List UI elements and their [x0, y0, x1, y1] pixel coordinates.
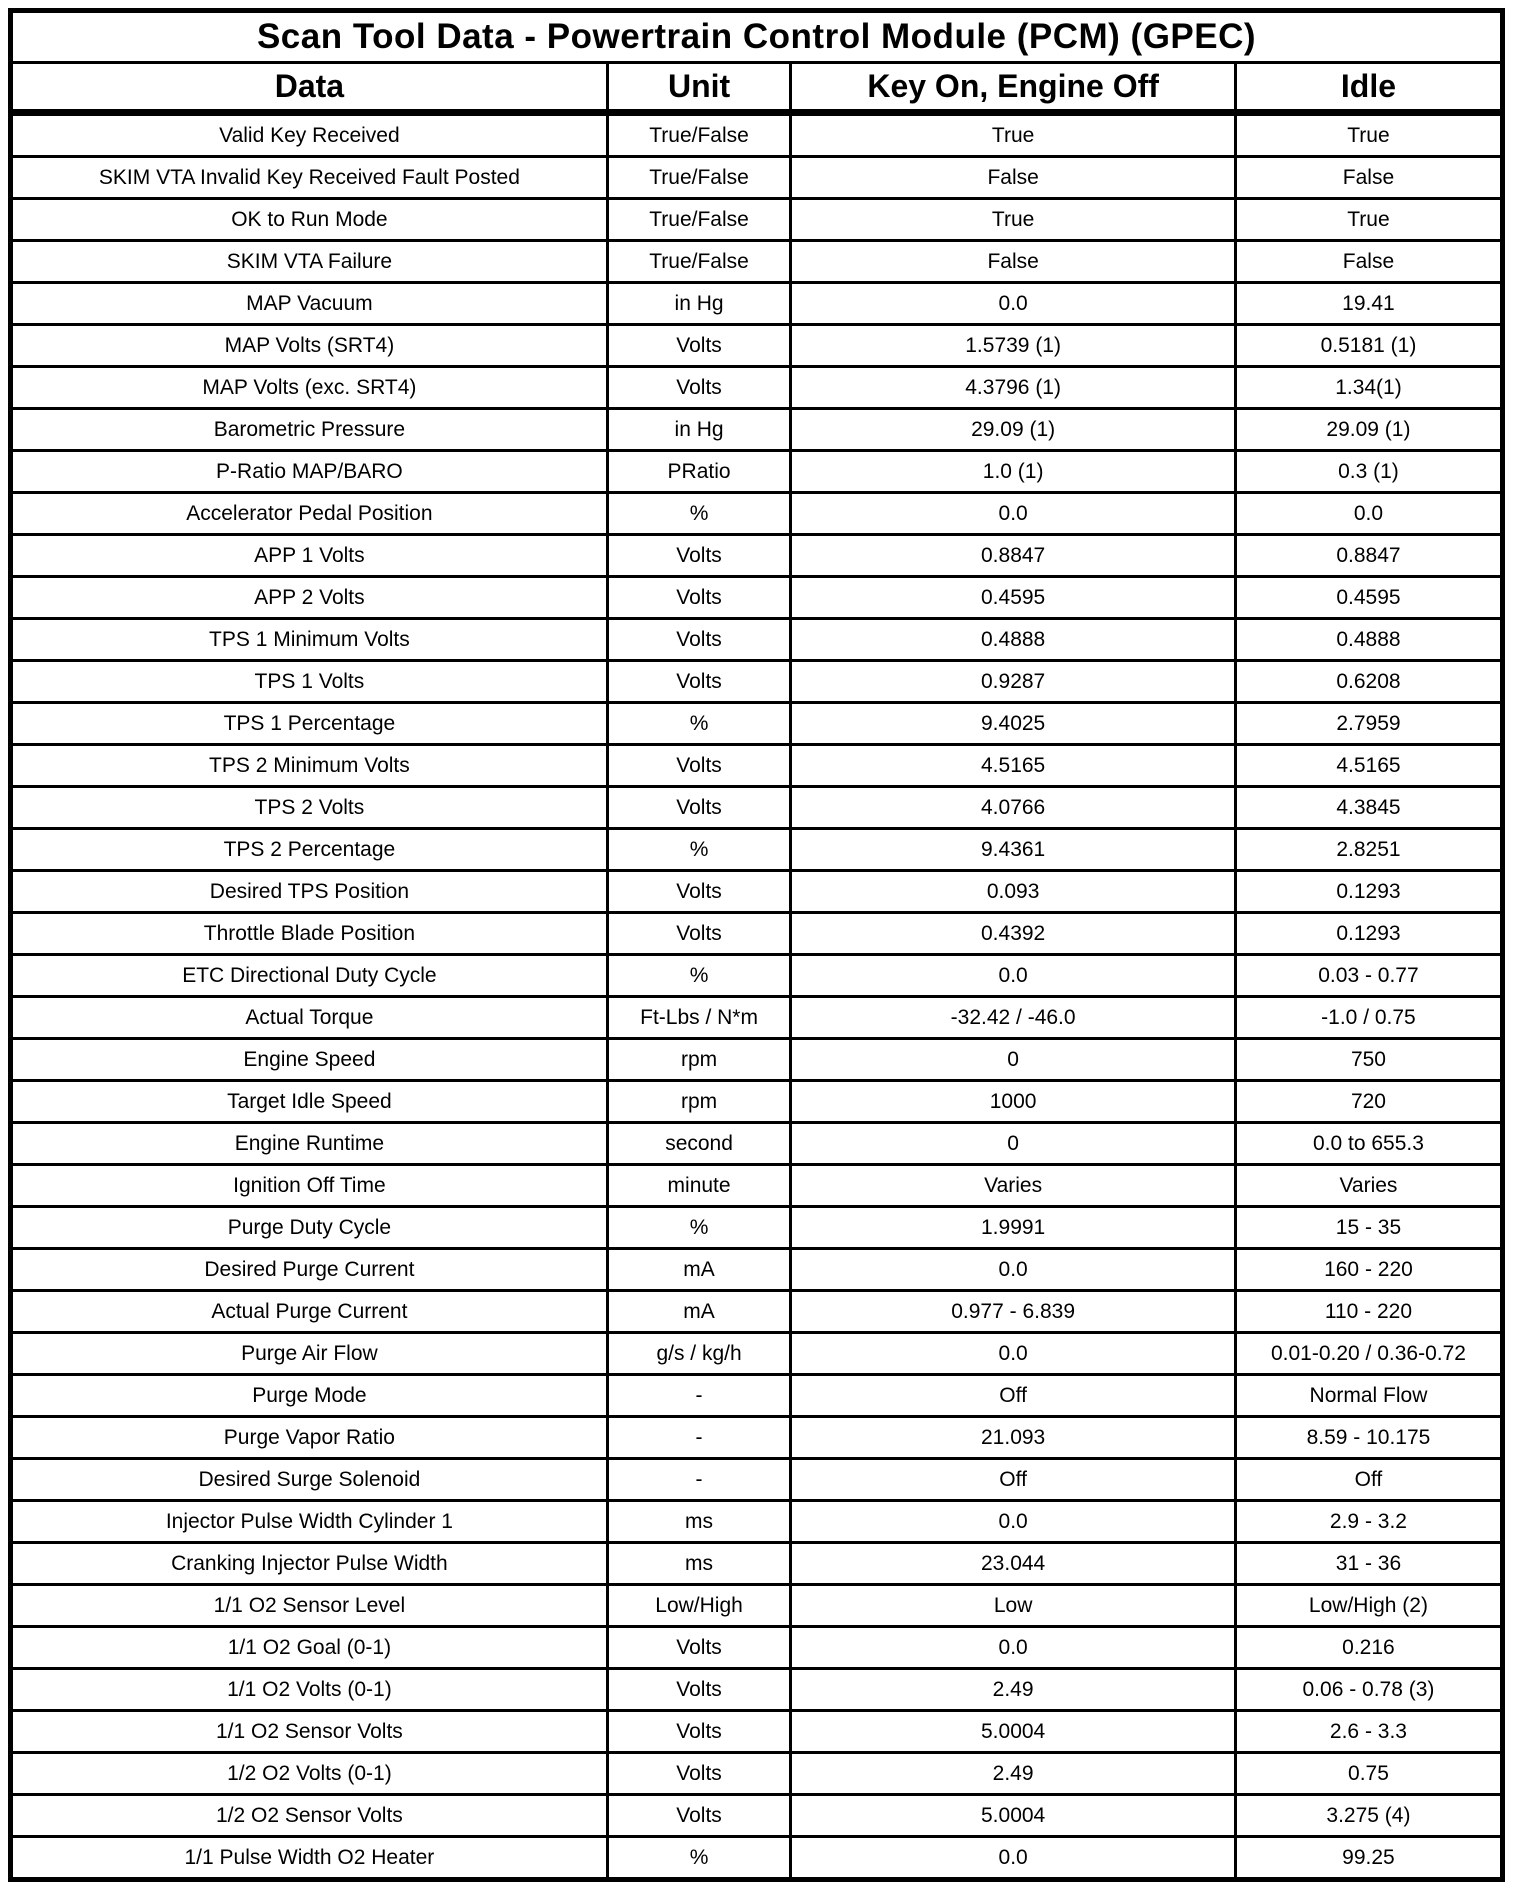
cell-unit: True/False — [607, 113, 791, 157]
cell-unit: Volts — [607, 661, 791, 703]
table-row — [11, 913, 1503, 955]
cell-key-on-engine-off: Low — [791, 1585, 1236, 1627]
cell-idle: Normal Flow — [1235, 1375, 1502, 1417]
cell-key-on-engine-off: 4.0766 — [791, 787, 1236, 829]
cell-key-on-engine-off: 0.4595 — [791, 577, 1236, 619]
cell-parameter: 1/2 O2 Sensor Volts — [11, 1795, 608, 1837]
cell-key-on-engine-off: 0.0 — [791, 1249, 1236, 1291]
cell-unit: ms — [607, 1543, 791, 1585]
cell-unit: % — [607, 1207, 791, 1249]
cell-parameter: Actual Torque — [11, 997, 608, 1039]
cell-idle: 110 - 220 — [1235, 1291, 1502, 1333]
table-row — [11, 1081, 1503, 1123]
cell-idle: Off — [1235, 1459, 1502, 1501]
cell-idle: 15 - 35 — [1235, 1207, 1502, 1249]
cell-unit: minute — [607, 1165, 791, 1207]
table-row — [11, 997, 1503, 1039]
cell-idle: 0.1293 — [1235, 913, 1502, 955]
cell-unit: rpm — [607, 1081, 791, 1123]
cell-key-on-engine-off: 0.977 - 6.839 — [791, 1291, 1236, 1333]
scan-tool-data-table — [8, 8, 1505, 1882]
cell-key-on-engine-off: 0.9287 — [791, 661, 1236, 703]
cell-parameter: MAP Volts (SRT4) — [11, 325, 608, 367]
cell-idle: 0.4595 — [1235, 577, 1502, 619]
cell-parameter: 1/1 O2 Sensor Level — [11, 1585, 608, 1627]
cell-idle: 0.5181 (1) — [1235, 325, 1502, 367]
cell-idle: 0.216 — [1235, 1627, 1502, 1669]
table-row — [11, 1711, 1503, 1753]
cell-parameter: TPS 1 Volts — [11, 661, 608, 703]
cell-parameter: ETC Directional Duty Cycle — [11, 955, 608, 997]
table-row — [11, 1459, 1503, 1501]
cell-parameter: TPS 2 Percentage — [11, 829, 608, 871]
cell-idle: Varies — [1235, 1165, 1502, 1207]
table-row — [11, 871, 1503, 913]
table-row — [11, 1585, 1503, 1627]
cell-unit: % — [607, 955, 791, 997]
cell-key-on-engine-off: 0.0 — [791, 1627, 1236, 1669]
cell-parameter: SKIM VTA Invalid Key Received Fault Posted — [11, 157, 608, 199]
cell-unit: Volts — [607, 535, 791, 577]
cell-parameter: Desired TPS Position — [11, 871, 608, 913]
table-row — [11, 1165, 1503, 1207]
cell-idle: 0.4888 — [1235, 619, 1502, 661]
cell-unit: Volts — [607, 577, 791, 619]
table-row — [11, 451, 1503, 493]
cell-unit: - — [607, 1459, 791, 1501]
cell-unit: % — [607, 1837, 791, 1880]
cell-key-on-engine-off: 4.5165 — [791, 745, 1236, 787]
cell-unit: Volts — [607, 325, 791, 367]
cell-parameter: Purge Vapor Ratio — [11, 1417, 608, 1459]
cell-unit: Volts — [607, 619, 791, 661]
table-row — [11, 199, 1503, 241]
cell-parameter: Purge Air Flow — [11, 1333, 608, 1375]
table-row — [11, 619, 1503, 661]
cell-unit: g/s / kg/h — [607, 1333, 791, 1375]
column-header-unit: Unit — [607, 63, 791, 113]
cell-parameter: 1/1 O2 Goal (0-1) — [11, 1627, 608, 1669]
cell-idle: 4.3845 — [1235, 787, 1502, 829]
cell-key-on-engine-off: 1.5739 (1) — [791, 325, 1236, 367]
table-row — [11, 367, 1503, 409]
cell-key-on-engine-off: 0.8847 — [791, 535, 1236, 577]
cell-idle: 1.34(1) — [1235, 367, 1502, 409]
cell-idle: 29.09 (1) — [1235, 409, 1502, 451]
table-row — [11, 745, 1503, 787]
cell-parameter: Accelerator Pedal Position — [11, 493, 608, 535]
cell-idle: 0.75 — [1235, 1753, 1502, 1795]
cell-parameter: Target Idle Speed — [11, 1081, 608, 1123]
cell-idle: 0.01-0.20 / 0.36-0.72 — [1235, 1333, 1502, 1375]
cell-parameter: Ignition Off Time — [11, 1165, 608, 1207]
table-row — [11, 1039, 1503, 1081]
cell-unit: % — [607, 493, 791, 535]
cell-key-on-engine-off: Off — [791, 1375, 1236, 1417]
cell-idle: True — [1235, 199, 1502, 241]
cell-parameter: Desired Purge Current — [11, 1249, 608, 1291]
cell-key-on-engine-off: 4.3796 (1) — [791, 367, 1236, 409]
cell-parameter: 1/1 O2 Sensor Volts — [11, 1711, 608, 1753]
cell-key-on-engine-off: Varies — [791, 1165, 1236, 1207]
table-row — [11, 1669, 1503, 1711]
cell-key-on-engine-off: 0.4392 — [791, 913, 1236, 955]
cell-unit: Low/High — [607, 1585, 791, 1627]
cell-key-on-engine-off: Off — [791, 1459, 1236, 1501]
column-header-idle: Idle — [1235, 63, 1502, 113]
table-row — [11, 1291, 1503, 1333]
cell-unit: True/False — [607, 157, 791, 199]
table-row — [11, 283, 1503, 325]
cell-key-on-engine-off: 1.0 (1) — [791, 451, 1236, 493]
table-title: Scan Tool Data - Powertrain Control Module (PCM) (GPEC) — [11, 11, 1503, 63]
cell-unit: Volts — [607, 1795, 791, 1837]
cell-idle: 0.06 - 0.78 (3) — [1235, 1669, 1502, 1711]
cell-parameter: Barometric Pressure — [11, 409, 608, 451]
cell-idle: 720 — [1235, 1081, 1502, 1123]
table-row — [11, 703, 1503, 745]
cell-unit: ms — [607, 1501, 791, 1543]
cell-parameter: 1/1 O2 Volts (0-1) — [11, 1669, 608, 1711]
cell-parameter: Purge Duty Cycle — [11, 1207, 608, 1249]
cell-key-on-engine-off: 5.0004 — [791, 1711, 1236, 1753]
cell-unit: PRatio — [607, 451, 791, 493]
cell-parameter: APP 1 Volts — [11, 535, 608, 577]
cell-parameter: TPS 2 Volts — [11, 787, 608, 829]
cell-unit: - — [607, 1417, 791, 1459]
table-row — [11, 535, 1503, 577]
table-body — [11, 113, 1503, 1880]
cell-key-on-engine-off: False — [791, 241, 1236, 283]
cell-unit: Volts — [607, 1753, 791, 1795]
table-row — [11, 829, 1503, 871]
table-row — [11, 157, 1503, 199]
cell-idle: 0.6208 — [1235, 661, 1502, 703]
cell-parameter: MAP Vacuum — [11, 283, 608, 325]
table-row — [11, 1837, 1503, 1880]
cell-key-on-engine-off: 21.093 — [791, 1417, 1236, 1459]
cell-key-on-engine-off: 23.044 — [791, 1543, 1236, 1585]
cell-parameter: TPS 1 Minimum Volts — [11, 619, 608, 661]
cell-unit: Volts — [607, 1627, 791, 1669]
column-header-key-on-engine-off: Key On, Engine Off — [791, 63, 1236, 113]
table-row — [11, 577, 1503, 619]
cell-unit: second — [607, 1123, 791, 1165]
table-row — [11, 1627, 1503, 1669]
cell-key-on-engine-off: 0 — [791, 1039, 1236, 1081]
table-row — [11, 1417, 1503, 1459]
cell-idle: 2.9 - 3.2 — [1235, 1501, 1502, 1543]
cell-idle: 2.6 - 3.3 — [1235, 1711, 1502, 1753]
cell-idle: 2.8251 — [1235, 829, 1502, 871]
cell-idle: 0.03 - 0.77 — [1235, 955, 1502, 997]
cell-parameter: 1/1 Pulse Width O2 Heater — [11, 1837, 608, 1880]
cell-idle: -1.0 / 0.75 — [1235, 997, 1502, 1039]
cell-idle: 0.8847 — [1235, 535, 1502, 577]
table-row — [11, 1501, 1503, 1543]
cell-unit: in Hg — [607, 283, 791, 325]
cell-idle: 31 - 36 — [1235, 1543, 1502, 1585]
cell-idle: 750 — [1235, 1039, 1502, 1081]
table-row — [11, 1333, 1503, 1375]
cell-key-on-engine-off: 0.4888 — [791, 619, 1236, 661]
cell-key-on-engine-off: -32.42 / -46.0 — [791, 997, 1236, 1039]
cell-unit: Volts — [607, 913, 791, 955]
table-row — [11, 1543, 1503, 1585]
table-row — [11, 409, 1503, 451]
cell-parameter: P-Ratio MAP/BARO — [11, 451, 608, 493]
cell-parameter: Cranking Injector Pulse Width — [11, 1543, 608, 1585]
cell-idle: 3.275 (4) — [1235, 1795, 1502, 1837]
cell-idle: False — [1235, 157, 1502, 199]
column-header-data: Data — [11, 63, 608, 113]
cell-key-on-engine-off: True — [791, 199, 1236, 241]
cell-unit: Volts — [607, 1711, 791, 1753]
cell-parameter: APP 2 Volts — [11, 577, 608, 619]
cell-key-on-engine-off: 0.0 — [791, 493, 1236, 535]
cell-idle: 160 - 220 — [1235, 1249, 1502, 1291]
cell-parameter: SKIM VTA Failure — [11, 241, 608, 283]
cell-key-on-engine-off: 1000 — [791, 1081, 1236, 1123]
cell-key-on-engine-off: 0.0 — [791, 1333, 1236, 1375]
cell-unit: Volts — [607, 787, 791, 829]
cell-parameter: Actual Purge Current — [11, 1291, 608, 1333]
cell-idle: 0.3 (1) — [1235, 451, 1502, 493]
cell-key-on-engine-off: True — [791, 113, 1236, 157]
cell-parameter: TPS 1 Percentage — [11, 703, 608, 745]
table-row — [11, 241, 1503, 283]
cell-key-on-engine-off: 0.0 — [791, 1837, 1236, 1880]
table-row — [11, 1753, 1503, 1795]
cell-parameter: 1/2 O2 Volts (0-1) — [11, 1753, 608, 1795]
cell-parameter: MAP Volts (exc. SRT4) — [11, 367, 608, 409]
cell-parameter: Purge Mode — [11, 1375, 608, 1417]
cell-key-on-engine-off: 2.49 — [791, 1753, 1236, 1795]
cell-idle: 2.7959 — [1235, 703, 1502, 745]
cell-idle: True — [1235, 113, 1502, 157]
cell-parameter: Engine Runtime — [11, 1123, 608, 1165]
cell-idle: 0.0 to 655.3 — [1235, 1123, 1502, 1165]
cell-key-on-engine-off: 1.9991 — [791, 1207, 1236, 1249]
cell-idle: 99.25 — [1235, 1837, 1502, 1880]
cell-idle: 0.0 — [1235, 493, 1502, 535]
cell-unit: Volts — [607, 1669, 791, 1711]
cell-key-on-engine-off: False — [791, 157, 1236, 199]
title-row — [11, 11, 1503, 63]
cell-key-on-engine-off: 9.4361 — [791, 829, 1236, 871]
cell-unit: Volts — [607, 745, 791, 787]
cell-unit: % — [607, 703, 791, 745]
cell-key-on-engine-off: 0 — [791, 1123, 1236, 1165]
cell-key-on-engine-off: 5.0004 — [791, 1795, 1236, 1837]
cell-unit: % — [607, 829, 791, 871]
table-row — [11, 1249, 1503, 1291]
cell-key-on-engine-off: 0.0 — [791, 1501, 1236, 1543]
cell-parameter: Desired Surge Solenoid — [11, 1459, 608, 1501]
cell-key-on-engine-off: 0.093 — [791, 871, 1236, 913]
cell-unit: Volts — [607, 871, 791, 913]
cell-parameter: OK to Run Mode — [11, 199, 608, 241]
cell-unit: - — [607, 1375, 791, 1417]
table-row — [11, 1207, 1503, 1249]
cell-unit: mA — [607, 1291, 791, 1333]
cell-parameter: Injector Pulse Width Cylinder 1 — [11, 1501, 608, 1543]
cell-idle: 0.1293 — [1235, 871, 1502, 913]
table-row — [11, 661, 1503, 703]
cell-key-on-engine-off: 0.0 — [791, 283, 1236, 325]
cell-unit: in Hg — [607, 409, 791, 451]
cell-parameter: Valid Key Received — [11, 113, 608, 157]
cell-key-on-engine-off: 9.4025 — [791, 703, 1236, 745]
cell-parameter: TPS 2 Minimum Volts — [11, 745, 608, 787]
cell-parameter: Throttle Blade Position — [11, 913, 608, 955]
table-row — [11, 113, 1503, 157]
cell-unit: mA — [607, 1249, 791, 1291]
table-row — [11, 1123, 1503, 1165]
cell-parameter: Engine Speed — [11, 1039, 608, 1081]
cell-idle: 8.59 - 10.175 — [1235, 1417, 1502, 1459]
cell-idle: 4.5165 — [1235, 745, 1502, 787]
table-row — [11, 955, 1503, 997]
table-row — [11, 325, 1503, 367]
table-row — [11, 1795, 1503, 1837]
cell-unit: True/False — [607, 241, 791, 283]
cell-idle: False — [1235, 241, 1502, 283]
cell-unit: Volts — [607, 367, 791, 409]
cell-unit: True/False — [607, 199, 791, 241]
cell-idle: Low/High (2) — [1235, 1585, 1502, 1627]
table-row — [11, 493, 1503, 535]
cell-key-on-engine-off: 29.09 (1) — [791, 409, 1236, 451]
cell-key-on-engine-off: 0.0 — [791, 955, 1236, 997]
table-row — [11, 787, 1503, 829]
column-header-row — [11, 63, 1503, 113]
cell-unit: rpm — [607, 1039, 791, 1081]
cell-idle: 19.41 — [1235, 283, 1502, 325]
cell-key-on-engine-off: 2.49 — [791, 1669, 1236, 1711]
cell-unit: Ft-Lbs / N*m — [607, 997, 791, 1039]
table-row — [11, 1375, 1503, 1417]
